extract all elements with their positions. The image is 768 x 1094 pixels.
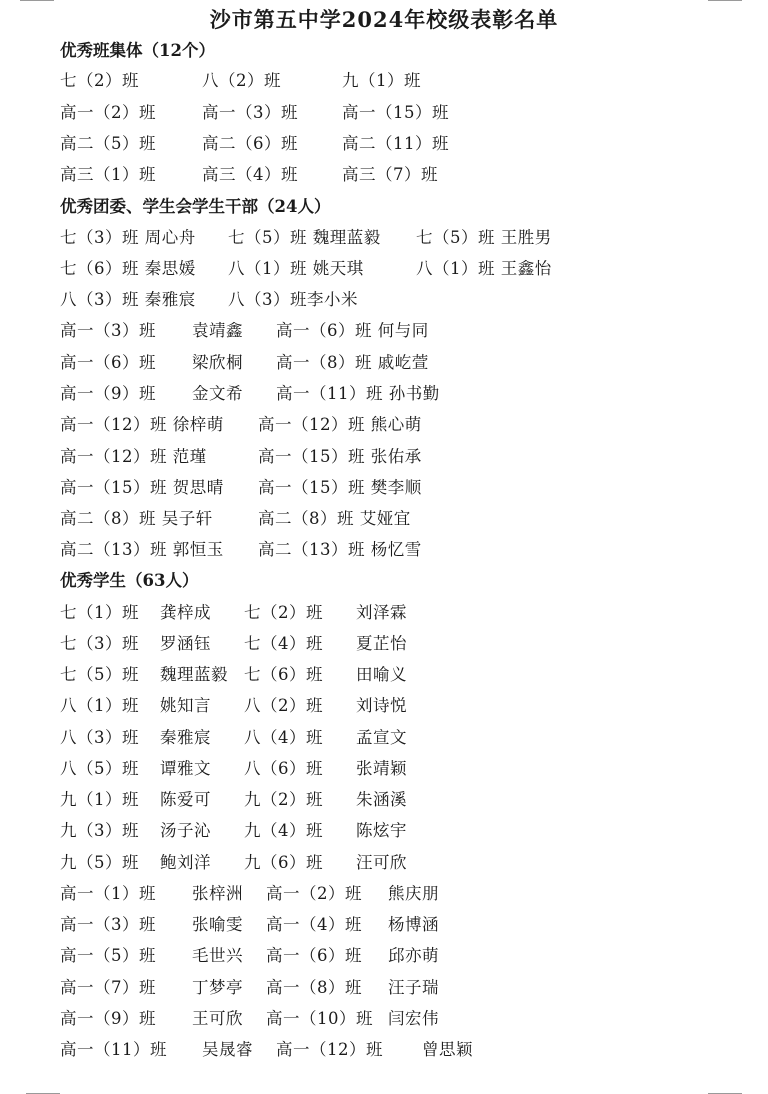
list-item (0, 1039, 768, 1061)
award-entry: 高一（8）班 戚屹萱 (276, 353, 429, 372)
student-name: 丁梦亭 (192, 978, 243, 997)
award-entry: 高二（8）班 吴子轩 (60, 509, 213, 528)
list-item (0, 664, 768, 686)
list-item (0, 227, 768, 249)
list-item (0, 477, 768, 499)
student-class: 九（5）班 (60, 853, 139, 872)
award-entry: 高一（6）班 何与同 (276, 321, 429, 340)
award-class: 高一（9）班 (60, 384, 156, 403)
student-name: 毛世兴 (192, 946, 243, 965)
student-name: 吴晟睿 (202, 1040, 253, 1059)
list-item (0, 789, 768, 811)
list-item (0, 602, 768, 624)
award-entry: 高一（12）班 徐梓萌 (60, 415, 224, 434)
class-name: 高三（1）班 (60, 165, 156, 184)
student-class: 高一（11）班 (60, 1040, 167, 1059)
list-item (0, 539, 768, 561)
student-class: 高一（10）班 (266, 1009, 373, 1028)
student-name: 杨博涵 (388, 915, 439, 934)
student-class: 九（3）班 (60, 821, 139, 840)
student-class: 高一（3）班 (60, 915, 156, 934)
class-name: 高一（2）班 (60, 103, 156, 122)
student-class: 七（3）班 (60, 634, 139, 653)
student-class: 七（4）班 (244, 634, 323, 653)
student-class: 八（2）班 (244, 696, 323, 715)
student-name: 罗涵钰 (160, 634, 211, 653)
list-item (0, 102, 768, 124)
award-entry: 八（1）班 姚天琪 (228, 259, 364, 278)
list-item (0, 852, 768, 874)
award-student: 梁欣桐 (192, 353, 243, 372)
award-entry: 高二（13）班 郭恒玉 (60, 540, 224, 559)
student-class: 八（6）班 (244, 759, 323, 778)
student-name: 汤子沁 (160, 821, 211, 840)
list-item (0, 133, 768, 155)
student-name: 王可欣 (192, 1009, 243, 1028)
list-item (0, 508, 768, 530)
student-class: 高一（1）班 (60, 884, 156, 903)
student-class: 八（3）班 (60, 728, 139, 747)
list-item (0, 320, 768, 342)
student-class: 高一（2）班 (266, 884, 362, 903)
class-name: 高一（15）班 (342, 103, 449, 122)
student-class: 八（4）班 (244, 728, 323, 747)
award-entry: 七（3）班 周心舟 (60, 228, 196, 247)
student-class: 七（1）班 (60, 603, 139, 622)
award-entry: 七（5）班 魏理蓝毅 (228, 228, 381, 247)
class-name: 八（2）班 (202, 71, 281, 90)
student-name: 陈爱可 (160, 790, 211, 809)
student-name: 魏理蓝毅 (160, 665, 228, 684)
award-student: 金文希 (192, 384, 243, 403)
student-class: 高一（7）班 (60, 978, 156, 997)
award-entry: 高一（15）班 贺思晴 (60, 478, 224, 497)
class-name: 高二（6）班 (202, 134, 298, 153)
class-name: 高一（3）班 (202, 103, 298, 122)
student-name: 张喻雯 (192, 915, 243, 934)
student-name: 孟宣文 (356, 728, 407, 747)
list-item (0, 914, 768, 936)
award-entry: 八（3）班李小米 (228, 290, 358, 309)
section-heading-excellent-classes: 优秀班集体（12个） (60, 41, 215, 60)
student-name: 田喻义 (356, 665, 407, 684)
award-entry: 八（3）班 秦雅宸 (60, 290, 196, 309)
class-name: 九（1）班 (342, 71, 421, 90)
award-entry: 七（5）班 王胜男 (416, 228, 552, 247)
student-class: 高一（5）班 (60, 946, 156, 965)
student-name: 刘泽霖 (356, 603, 407, 622)
student-name: 姚知言 (160, 696, 211, 715)
list-item (0, 883, 768, 905)
student-name: 刘诗悦 (356, 696, 407, 715)
award-class: 高一（6）班 (60, 353, 156, 372)
student-name: 张靖颖 (356, 759, 407, 778)
list-item (0, 820, 768, 842)
student-name: 秦雅宸 (160, 728, 211, 747)
award-entry: 高一（11）班 孙书勤 (276, 384, 440, 403)
award-entry: 高一（12）班 熊心萌 (258, 415, 422, 434)
list-item (0, 258, 768, 280)
student-name: 鲍刘洋 (160, 853, 211, 872)
corner-mark-top-right (708, 0, 742, 1)
student-name: 朱涵溪 (356, 790, 407, 809)
list-item (0, 383, 768, 405)
student-class: 九（6）班 (244, 853, 323, 872)
student-class: 九（2）班 (244, 790, 323, 809)
student-name: 邱亦萌 (388, 946, 439, 965)
class-name: 高三（7）班 (342, 165, 438, 184)
class-name: 高二（11）班 (342, 134, 449, 153)
student-class: 高一（4）班 (266, 915, 362, 934)
page-title: 沙市第五中学2024年校级表彰名单 (209, 7, 559, 32)
section-heading-excellent-students: 优秀学生（63人） (60, 571, 199, 590)
award-entry: 高二（13）班 杨忆雪 (258, 540, 422, 559)
student-class: 八（5）班 (60, 759, 139, 778)
list-item (0, 289, 768, 311)
list-item (0, 164, 768, 186)
student-name: 汪可欣 (356, 853, 407, 872)
list-item (0, 727, 768, 749)
class-name: 高二（5）班 (60, 134, 156, 153)
student-name: 谭雅文 (160, 759, 211, 778)
student-class: 高一（12）班 (276, 1040, 383, 1059)
student-name: 张梓洲 (192, 884, 243, 903)
award-student: 袁靖鑫 (192, 321, 243, 340)
student-name: 龚梓成 (160, 603, 211, 622)
student-name: 夏芷怡 (356, 634, 407, 653)
corner-mark-top-left (20, 0, 54, 1)
list-item (0, 414, 768, 436)
section-heading-student-leaders: 优秀团委、学生会学生干部（24人） (60, 197, 331, 216)
list-item (0, 977, 768, 999)
list-item (0, 352, 768, 374)
student-class: 八（1）班 (60, 696, 139, 715)
list-item (0, 70, 768, 92)
award-entry: 高二（8）班 艾娅宜 (258, 509, 411, 528)
student-class: 高一（8）班 (266, 978, 362, 997)
student-name: 熊庆朋 (388, 884, 439, 903)
list-item (0, 695, 768, 717)
award-class: 高一（3）班 (60, 321, 156, 340)
award-entry: 八（1）班 王鑫怡 (416, 259, 552, 278)
student-class: 九（4）班 (244, 821, 323, 840)
list-item (0, 633, 768, 655)
student-class: 七（6）班 (244, 665, 323, 684)
class-name: 高三（4）班 (202, 165, 298, 184)
list-item (0, 945, 768, 967)
award-entry: 七（6）班 秦思媛 (60, 259, 196, 278)
student-class: 高一（6）班 (266, 946, 362, 965)
list-item (0, 758, 768, 780)
student-class: 七（5）班 (60, 665, 139, 684)
student-name: 曾思颖 (422, 1040, 473, 1059)
class-name: 七（2）班 (60, 71, 139, 90)
student-class: 高一（9）班 (60, 1009, 156, 1028)
student-class: 七（2）班 (244, 603, 323, 622)
list-item (0, 1008, 768, 1030)
student-name: 汪子瑞 (388, 978, 439, 997)
award-entry: 高一（15）班 张佑承 (258, 447, 422, 466)
list-item (0, 446, 768, 468)
student-name: 闫宏伟 (388, 1009, 439, 1028)
award-entry: 高一（15）班 樊李顺 (258, 478, 422, 497)
student-name: 陈炫宇 (356, 821, 407, 840)
award-entry: 高一（12）班 范瑾 (60, 447, 207, 466)
student-class: 九（1）班 (60, 790, 139, 809)
